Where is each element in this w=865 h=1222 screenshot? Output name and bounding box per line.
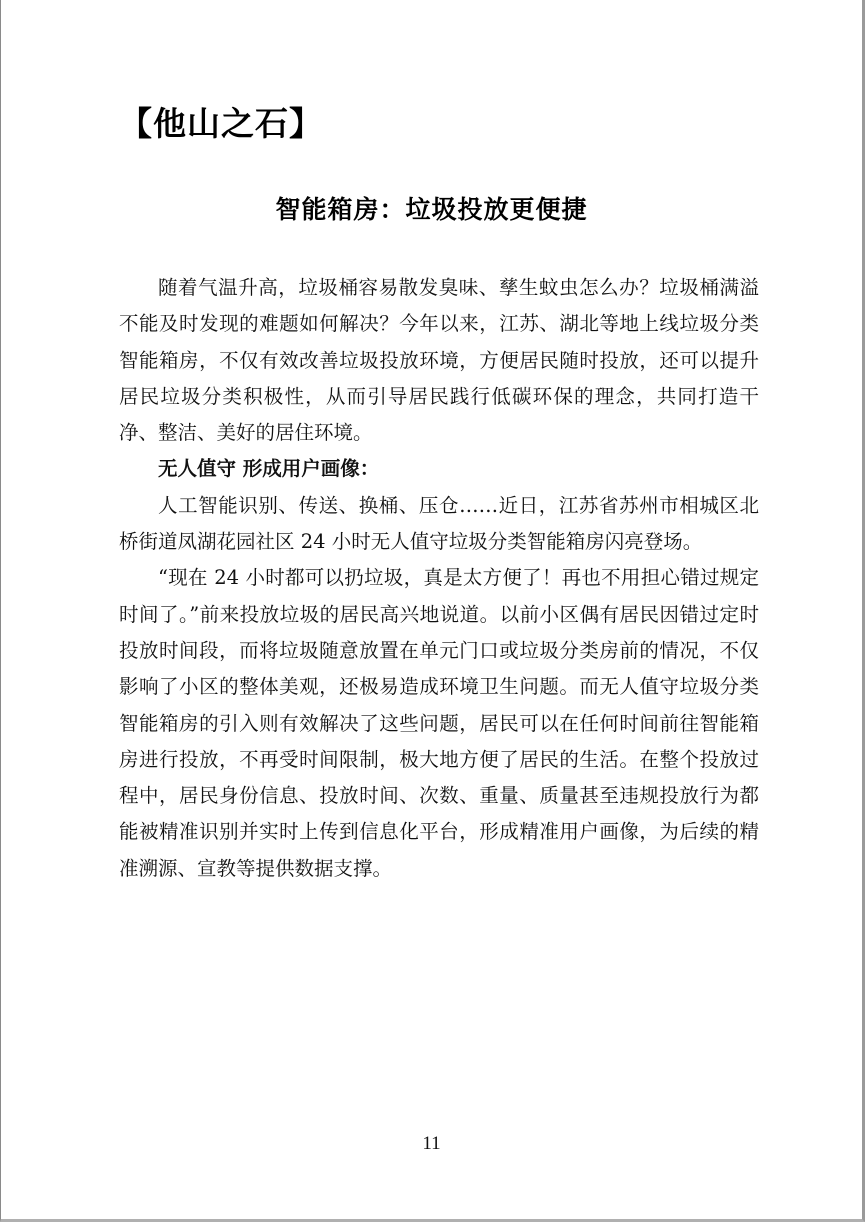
article-body — [119, 270, 759, 887]
paragraph-ai-recognition: 人工智能识别、传送、换桶、压仓……近日，江苏省苏州市相城区北桥街道凤湖花园社区 24 小时无人值守垃圾分类智能箱房闪亮登场。 — [119, 493, 759, 554]
paragraph-intro: 随着气温升高，垃圾桶容易散发臭味、孳生蚊虫怎么办？垃圾桶满溢不能及时发现的难题如何解决？今年以来，江苏、湖北等地上线垃圾分类智能箱房，不仅有效改善垃圾投放环境，方便居民随时投放，还可以提升居民垃圾分类积极性，从而引导居民践行低碳环保的理念，共同打造干净、整洁、美好的居住环境。 — [119, 276, 759, 445]
article-title: 智能箱房：垃圾投放更便捷 — [275, 195, 588, 224]
paragraph-resident-quote: “现在 24 小时都可以扔垃圾，真是太方便了！再也不用担心错过规定时间了。”前来投放垃圾的居民高兴地说道。以前小区偶有居民因错过定时投放时间段，而将垃圾随意放置在单元门口或垃圾分类房前的情况，不仅影响了小区的整体美观，还极易造成环境卫生问题。而无人值守垃圾分类智能箱房的引入则有效解决了这些问题，居民可以在任何时间前往智能箱房进行投放，不再受时间限制，极大地方便了居民的生活。在整个投放过程中，居民身份信息、投放时间、次数、重量、质量甚至违规投放行为都能被精准识别并实时上传到信息化平台，形成精准用户画像，为后续的精准溯源、宣教等提供数据支撑。 — [119, 566, 759, 880]
section-tag: 【他山之石】 — [119, 104, 323, 143]
subheading: 无人值守 形成用户画像： — [158, 457, 380, 481]
page-number: 11 — [422, 1133, 441, 1154]
